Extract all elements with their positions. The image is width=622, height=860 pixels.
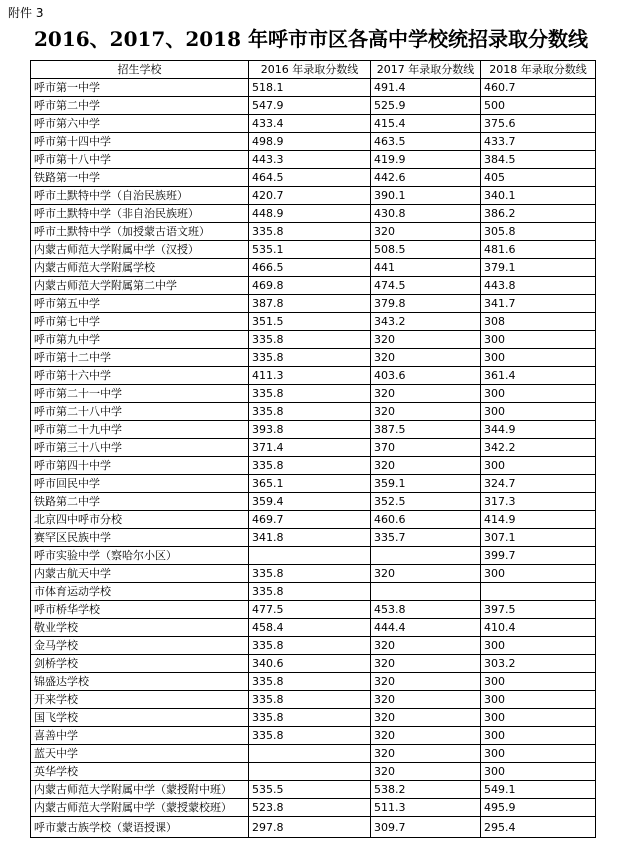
header-2017: 2017 年录取分数线 xyxy=(371,61,481,79)
score-2018-cell: 405 xyxy=(481,169,596,187)
score-2017-cell: 320 xyxy=(371,727,481,745)
score-2017-cell: 335.7 xyxy=(371,529,481,547)
score-2017-cell: 390.1 xyxy=(371,187,481,205)
score-2018-cell: 300 xyxy=(481,457,596,475)
school-cell: 铁路第一中学 xyxy=(31,169,249,187)
score-2017-cell: 463.5 xyxy=(371,133,481,151)
score-2017-cell: 387.5 xyxy=(371,421,481,439)
score-2017-cell: 430.8 xyxy=(371,205,481,223)
school-cell: 蓝天中学 xyxy=(31,745,249,763)
score-2016-cell: 411.3 xyxy=(249,367,371,385)
score-2018-cell: 414.9 xyxy=(481,511,596,529)
score-2018-cell: 307.1 xyxy=(481,529,596,547)
score-2016-cell: 518.1 xyxy=(249,79,371,97)
table-row xyxy=(31,493,596,511)
school-cell: 呼市回民中学 xyxy=(31,475,249,493)
school-cell: 喜善中学 xyxy=(31,727,249,745)
school-cell: 呼市实验中学（察哈尔小区） xyxy=(31,547,249,565)
table-row xyxy=(31,151,596,169)
score-2017-cell: 419.9 xyxy=(371,151,481,169)
school-cell: 剑桥学校 xyxy=(31,655,249,673)
table-row xyxy=(31,313,596,331)
score-2017-cell: 320 xyxy=(371,709,481,727)
school-cell: 呼市第二十一中学 xyxy=(31,385,249,403)
score-2016-cell: 335.8 xyxy=(249,673,371,691)
table-row xyxy=(31,295,596,313)
school-cell: 呼市桥华学校 xyxy=(31,601,249,619)
table-row xyxy=(31,205,596,223)
score-2016-cell: 498.9 xyxy=(249,133,371,151)
school-cell: 呼市第四十中学 xyxy=(31,457,249,475)
score-2018-cell: 300 xyxy=(481,637,596,655)
score-2018-cell: 300 xyxy=(481,385,596,403)
score-2017-cell: 320 xyxy=(371,655,481,673)
table-row xyxy=(31,817,596,838)
score-2018-cell: 305.8 xyxy=(481,223,596,241)
school-cell: 呼市土默特中学（非自治民族班） xyxy=(31,205,249,223)
score-2016-cell: 335.8 xyxy=(249,331,371,349)
table-row xyxy=(31,97,596,115)
score-2017-cell xyxy=(371,547,481,565)
score-2017-cell: 309.7 xyxy=(371,817,481,838)
table-row xyxy=(31,385,596,403)
school-cell: 呼市蒙古族学校（蒙语授课） xyxy=(31,817,249,838)
school-cell: 呼市第九中学 xyxy=(31,331,249,349)
score-2018-cell: 317.3 xyxy=(481,493,596,511)
score-2016-cell: 466.5 xyxy=(249,259,371,277)
score-2018-cell: 361.4 xyxy=(481,367,596,385)
school-cell: 呼市第十四中学 xyxy=(31,133,249,151)
score-2016-cell: 335.8 xyxy=(249,457,371,475)
score-2018-cell: 495.9 xyxy=(481,799,596,817)
table-row xyxy=(31,619,596,637)
school-cell: 呼市第五中学 xyxy=(31,295,249,313)
score-2018-cell: 384.5 xyxy=(481,151,596,169)
score-2017-cell: 320 xyxy=(371,403,481,421)
score-2016-cell: 458.4 xyxy=(249,619,371,637)
score-2017-cell: 370 xyxy=(371,439,481,457)
score-2017-cell: 320 xyxy=(371,349,481,367)
score-2018-cell: 460.7 xyxy=(481,79,596,97)
score-2017-cell: 511.3 xyxy=(371,799,481,817)
score-2018-cell: 300 xyxy=(481,763,596,781)
score-2018-cell: 295.4 xyxy=(481,817,596,838)
school-cell: 内蒙古师范大学附属中学（汉授） xyxy=(31,241,249,259)
score-2018-cell: 308 xyxy=(481,313,596,331)
score-2016-cell: 351.5 xyxy=(249,313,371,331)
score-2017-cell: 403.6 xyxy=(371,367,481,385)
score-2018-cell: 340.1 xyxy=(481,187,596,205)
score-2017-cell: 320 xyxy=(371,637,481,655)
school-cell: 北京四中呼市分校 xyxy=(31,511,249,529)
score-2018-cell: 300 xyxy=(481,565,596,583)
score-2016-cell: 547.9 xyxy=(249,97,371,115)
score-2016-cell: 340.6 xyxy=(249,655,371,673)
score-2016-cell: 433.4 xyxy=(249,115,371,133)
score-2018-cell: 300 xyxy=(481,745,596,763)
score-2016-cell: 335.8 xyxy=(249,349,371,367)
score-2017-cell: 343.2 xyxy=(371,313,481,331)
table-row xyxy=(31,457,596,475)
score-2017-cell xyxy=(371,583,481,601)
table-row xyxy=(31,709,596,727)
score-2018-cell: 344.9 xyxy=(481,421,596,439)
score-2018-cell: 341.7 xyxy=(481,295,596,313)
score-table xyxy=(30,60,596,838)
table-row xyxy=(31,475,596,493)
score-2016-cell: 469.8 xyxy=(249,277,371,295)
score-2016-cell: 393.8 xyxy=(249,421,371,439)
table-row xyxy=(31,349,596,367)
score-2016-cell: 341.8 xyxy=(249,529,371,547)
score-2017-cell: 538.2 xyxy=(371,781,481,799)
score-2018-cell: 300 xyxy=(481,673,596,691)
score-2018-cell: 300 xyxy=(481,403,596,421)
score-2017-cell: 320 xyxy=(371,331,481,349)
score-2016-cell: 365.1 xyxy=(249,475,371,493)
school-cell: 敬业学校 xyxy=(31,619,249,637)
table-row xyxy=(31,421,596,439)
score-2017-cell: 453.8 xyxy=(371,601,481,619)
table-row xyxy=(31,331,596,349)
score-2018-cell: 300 xyxy=(481,349,596,367)
table-row xyxy=(31,565,596,583)
score-2017-cell: 415.4 xyxy=(371,115,481,133)
school-cell: 呼市第二中学 xyxy=(31,97,249,115)
school-cell: 呼市第三十八中学 xyxy=(31,439,249,457)
table-row xyxy=(31,655,596,673)
score-2017-cell: 379.8 xyxy=(371,295,481,313)
score-2018-cell: 410.4 xyxy=(481,619,596,637)
school-cell: 呼市第十二中学 xyxy=(31,349,249,367)
school-cell: 呼市土默特中学（自治民族班） xyxy=(31,187,249,205)
table-row xyxy=(31,601,596,619)
score-2016-cell: 335.8 xyxy=(249,583,371,601)
school-cell: 呼市第一中学 xyxy=(31,79,249,97)
table-row xyxy=(31,403,596,421)
score-2016-cell: 477.5 xyxy=(249,601,371,619)
score-2017-cell: 320 xyxy=(371,673,481,691)
score-2016-cell: 335.8 xyxy=(249,691,371,709)
score-2018-cell: 300 xyxy=(481,691,596,709)
table-row xyxy=(31,511,596,529)
header-2016: 2016 年录取分数线 xyxy=(249,61,371,79)
score-2016-cell: 464.5 xyxy=(249,169,371,187)
school-cell: 英华学校 xyxy=(31,763,249,781)
score-2016-cell: 335.8 xyxy=(249,223,371,241)
score-2018-cell: 433.7 xyxy=(481,133,596,151)
score-2017-cell: 444.4 xyxy=(371,619,481,637)
score-2017-cell: 474.5 xyxy=(371,277,481,295)
score-2017-cell: 320 xyxy=(371,457,481,475)
school-cell: 内蒙古航天中学 xyxy=(31,565,249,583)
table-row xyxy=(31,169,596,187)
score-2018-cell xyxy=(481,583,596,601)
table-row xyxy=(31,691,596,709)
table-row xyxy=(31,799,596,817)
score-2018-cell: 342.2 xyxy=(481,439,596,457)
page-title: 2016、2017、2018 年呼市市区各高中学校统招录取分数线 xyxy=(34,27,588,51)
table-row xyxy=(31,547,596,565)
score-2016-cell: 523.8 xyxy=(249,799,371,817)
table-row xyxy=(31,439,596,457)
table-body xyxy=(31,79,596,838)
score-2017-cell: 320 xyxy=(371,763,481,781)
score-2018-cell: 300 xyxy=(481,709,596,727)
score-2016-cell: 335.8 xyxy=(249,709,371,727)
table-row xyxy=(31,259,596,277)
school-cell: 国飞学校 xyxy=(31,709,249,727)
score-2017-cell: 460.6 xyxy=(371,511,481,529)
table-row xyxy=(31,673,596,691)
school-cell: 市体育运动学校 xyxy=(31,583,249,601)
score-2018-cell: 300 xyxy=(481,331,596,349)
score-2016-cell: 335.8 xyxy=(249,385,371,403)
score-2016-cell: 535.5 xyxy=(249,781,371,799)
table-row xyxy=(31,529,596,547)
table-row xyxy=(31,115,596,133)
score-2018-cell: 386.2 xyxy=(481,205,596,223)
attachment-label: 附件 3 xyxy=(8,6,44,20)
score-2017-cell: 352.5 xyxy=(371,493,481,511)
school-cell: 内蒙古师范大学附属学校 xyxy=(31,259,249,277)
score-2017-cell: 320 xyxy=(371,745,481,763)
score-2016-cell: 297.8 xyxy=(249,817,371,838)
table-row xyxy=(31,727,596,745)
school-cell: 开来学校 xyxy=(31,691,249,709)
score-2017-cell: 359.1 xyxy=(371,475,481,493)
score-2016-cell: 335.8 xyxy=(249,403,371,421)
score-2018-cell: 399.7 xyxy=(481,547,596,565)
school-cell: 赛罕区民族中学 xyxy=(31,529,249,547)
school-cell: 金马学校 xyxy=(31,637,249,655)
score-2017-cell: 525.9 xyxy=(371,97,481,115)
score-2017-cell: 441 xyxy=(371,259,481,277)
school-cell: 锦盛达学校 xyxy=(31,673,249,691)
score-2016-cell: 371.4 xyxy=(249,439,371,457)
table-row xyxy=(31,187,596,205)
score-2018-cell: 549.1 xyxy=(481,781,596,799)
score-2018-cell: 379.1 xyxy=(481,259,596,277)
school-cell: 内蒙古师范大学附属中学（蒙授蒙校班） xyxy=(31,799,249,817)
score-2018-cell: 481.6 xyxy=(481,241,596,259)
score-2016-cell xyxy=(249,745,371,763)
score-2018-cell: 300 xyxy=(481,727,596,745)
score-2018-cell: 500 xyxy=(481,97,596,115)
score-2018-cell: 375.6 xyxy=(481,115,596,133)
table-row xyxy=(31,637,596,655)
score-2016-cell: 335.8 xyxy=(249,565,371,583)
score-2016-cell xyxy=(249,547,371,565)
score-2018-cell: 443.8 xyxy=(481,277,596,295)
score-2018-cell: 324.7 xyxy=(481,475,596,493)
school-cell: 呼市第十六中学 xyxy=(31,367,249,385)
score-2017-cell: 442.6 xyxy=(371,169,481,187)
score-2018-cell: 397.5 xyxy=(481,601,596,619)
score-2016-cell: 448.9 xyxy=(249,205,371,223)
score-2017-cell: 491.4 xyxy=(371,79,481,97)
table-row xyxy=(31,781,596,799)
score-2016-cell: 443.3 xyxy=(249,151,371,169)
header-2018: 2018 年录取分数线 xyxy=(481,61,596,79)
school-cell: 呼市第十八中学 xyxy=(31,151,249,169)
table-row xyxy=(31,745,596,763)
table-row xyxy=(31,79,596,97)
score-2016-cell: 535.1 xyxy=(249,241,371,259)
score-2017-cell: 320 xyxy=(371,223,481,241)
score-2016-cell: 335.8 xyxy=(249,727,371,745)
header-row xyxy=(31,61,596,79)
score-2016-cell: 335.8 xyxy=(249,637,371,655)
score-2016-cell: 420.7 xyxy=(249,187,371,205)
score-2016-cell: 387.8 xyxy=(249,295,371,313)
score-2017-cell: 508.5 xyxy=(371,241,481,259)
school-cell: 呼市第二十八中学 xyxy=(31,403,249,421)
score-2016-cell xyxy=(249,763,371,781)
header-school: 招生学校 xyxy=(31,61,249,79)
school-cell: 呼市第二十九中学 xyxy=(31,421,249,439)
table-row xyxy=(31,133,596,151)
school-cell: 呼市第六中学 xyxy=(31,115,249,133)
table-row xyxy=(31,223,596,241)
school-cell: 内蒙古师范大学附属中学（蒙授附中班） xyxy=(31,781,249,799)
table-row xyxy=(31,583,596,601)
score-2017-cell: 320 xyxy=(371,385,481,403)
score-2016-cell: 469.7 xyxy=(249,511,371,529)
school-cell: 铁路第二中学 xyxy=(31,493,249,511)
school-cell: 内蒙古师范大学附属第二中学 xyxy=(31,277,249,295)
score-2016-cell: 359.4 xyxy=(249,493,371,511)
table-row xyxy=(31,241,596,259)
score-2018-cell: 303.2 xyxy=(481,655,596,673)
table-row xyxy=(31,367,596,385)
score-2017-cell: 320 xyxy=(371,565,481,583)
school-cell: 呼市土默特中学（加授蒙古语文班） xyxy=(31,223,249,241)
table-row xyxy=(31,277,596,295)
table-row xyxy=(31,763,596,781)
score-2017-cell: 320 xyxy=(371,691,481,709)
school-cell: 呼市第七中学 xyxy=(31,313,249,331)
